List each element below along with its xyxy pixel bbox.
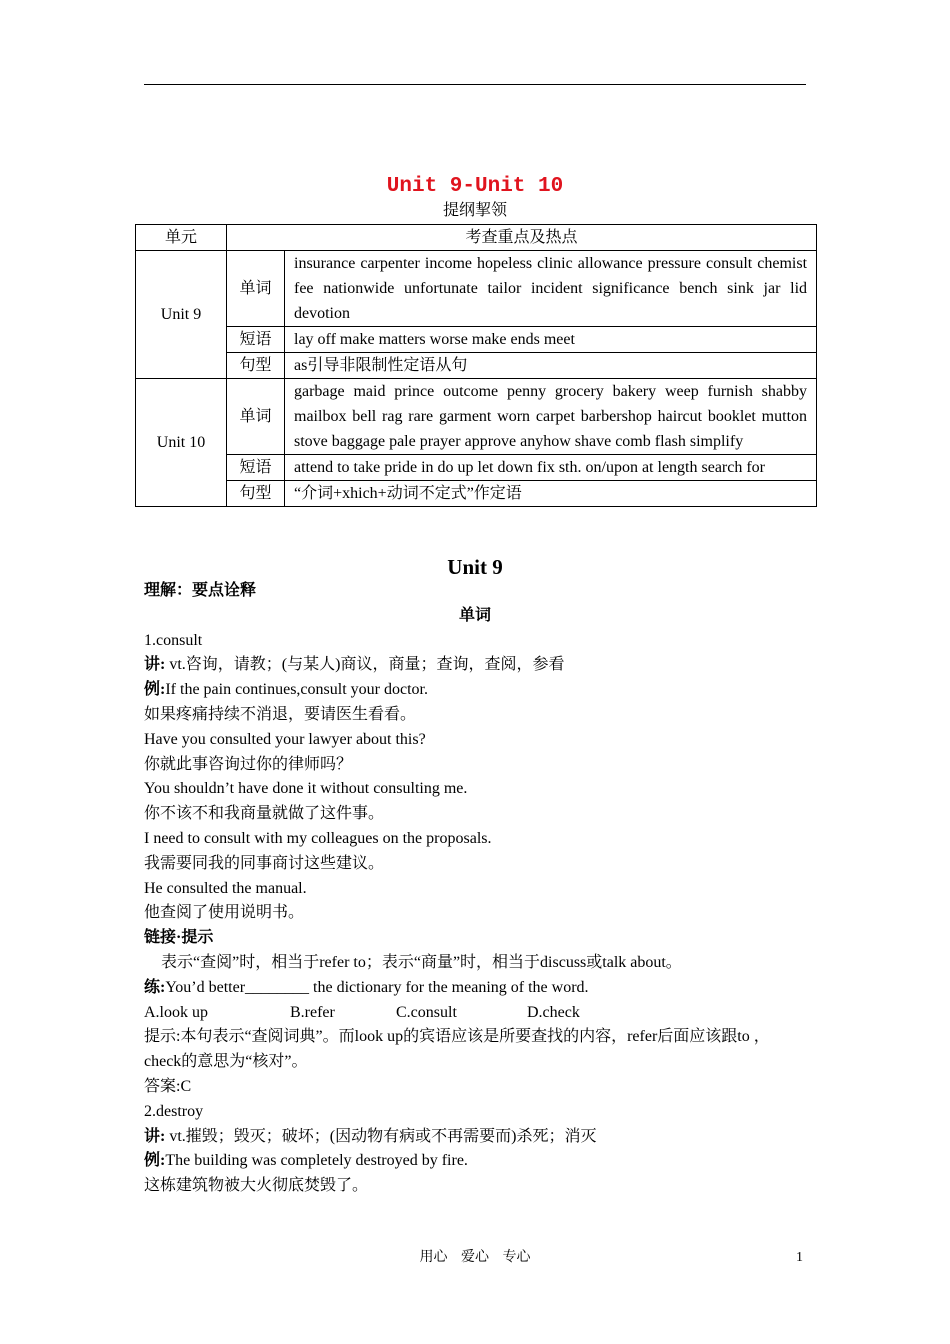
example-line (144, 1149, 806, 1174)
unit10-words: garbage maid prince outcome penny grocery bakery weep furnish shabby mailbox bell rag rare garment worn carpet barbershop haircut booklet mutton stove baggage pale prayer approve anyhow shave comb flash simplify (285, 379, 817, 455)
unit10-words-label: 单词 (227, 379, 285, 455)
unit9-words-row (136, 251, 817, 327)
unit9-patterns-label: 句型 (227, 353, 285, 379)
unit10-phrases-row (136, 455, 817, 481)
entry-word: 2.destroy (144, 1102, 204, 1120)
unit10-patterns: “介词+xhich+动词不定式”作定语 (285, 481, 817, 507)
exercise-options (144, 1001, 806, 1026)
exercise-hint: 提示:本句表示“查阅词典”。而look up的宾语应该是所要查找的内容，refer后面应该跟to ，check的意思为“核对”。 (144, 1028, 770, 1071)
explain-text: vt.摧毁；毁灭；破坏；(因动物有病或不再需要而)杀死；消灭 (165, 1127, 597, 1145)
example-en: He consulted the manual. (144, 879, 307, 897)
explain-label: 讲: (144, 1127, 166, 1145)
link-label: 链接·提示 (144, 929, 214, 947)
unit9-phrases: lay off make matters worse make ends meet (285, 327, 817, 353)
unit10-name: Unit 10 (136, 379, 227, 507)
example-zh: 如果疼痛持续不消退，要请医生看看。 (144, 705, 417, 723)
unit10-phrases-label: 短语 (227, 455, 285, 481)
unit10-phrases: attend to take pride in do up let down fix sth. on/upon at length search for (285, 455, 817, 481)
example-en: If the pain continues,consult your doctor. (165, 681, 428, 699)
entry-explain (144, 653, 806, 678)
exercise-line (144, 976, 806, 1001)
unit9-patterns: as引导非限制性定语从句 (285, 353, 817, 379)
unit9-name: Unit 9 (136, 251, 227, 379)
option-a: A.look up (144, 1003, 208, 1021)
unit10-patterns-label: 句型 (227, 481, 285, 507)
exercise-answer: 答案:C (144, 1077, 192, 1095)
option-b: B.refer (290, 1003, 335, 1021)
entry-explain (144, 1125, 806, 1150)
unit-heading: Unit 9 (447, 555, 503, 579)
example-label: 例: (144, 1152, 166, 1170)
example-label: 例: (144, 681, 166, 699)
footer-slogan: 用心 爱心 专心 (419, 1250, 531, 1265)
header-rule (144, 84, 806, 85)
explain-label: 讲: (144, 656, 166, 674)
example-zh: 我需要同我的同事商讨这些建议。 (144, 854, 385, 872)
example-zh: 这栋建筑物被大火彻底焚毁了。 (144, 1177, 369, 1195)
unit9-phrases-label: 短语 (227, 327, 285, 353)
outline-table (135, 224, 817, 507)
example-zh: 你不该不和我商量就做了这件事。 (144, 805, 385, 823)
example-line (144, 678, 806, 703)
example-zh: 他查阅了使用说明书。 (144, 904, 305, 922)
option-d: D.check (527, 1003, 580, 1021)
section-label: 理解：要点诠释 (144, 582, 257, 599)
example-en: The building was completely destroyed by fire. (165, 1152, 468, 1170)
example-en: You shouldn’t have done it without consulting me. (144, 780, 468, 798)
body-text (144, 579, 806, 1199)
header-unit: 单元 (136, 225, 227, 251)
explain-text: vt.咨询，请教；(与某人)商议，商量；查询，查阅，参看 (165, 656, 565, 674)
example-zh: 你就此事咨询过你的律师吗？ (144, 755, 353, 773)
document-title: Unit 9-Unit 10 (386, 175, 564, 198)
example-en: I need to consult with my colleagues on the proposals. (144, 829, 492, 847)
unit9-patterns-row (136, 353, 817, 379)
entry-word: 1.consult (144, 631, 203, 649)
unit9-words-label: 单词 (227, 251, 285, 327)
unit9-words: insurance carpenter income hopeless clinic allowance pressure consult chemist fee nationwide unfortunate tailor incident significance bench sink jar lid devotion (285, 251, 817, 327)
document-subtitle: 提纲挈领 (442, 202, 507, 219)
page-number: 1 (796, 1250, 803, 1265)
option-c: C.consult (396, 1003, 457, 1021)
unit10-words-row (136, 379, 817, 455)
exercise-label: 练: (144, 978, 166, 996)
unit10-patterns-row (136, 481, 817, 507)
subsection-label: 单词 (458, 606, 491, 624)
outline-header-row (136, 225, 817, 251)
exercise-text: You’d better________ the dictionary for the meaning of the word. (165, 978, 589, 996)
unit9-phrases-row (136, 327, 817, 353)
header-focus: 考查重点及热点 (227, 225, 817, 251)
example-en: Have you consulted your lawyer about this? (144, 730, 426, 748)
link-text: 表示“查阅”时，相当于refer to；表示“商量”时，相当于discuss或talk about。 (161, 953, 682, 971)
